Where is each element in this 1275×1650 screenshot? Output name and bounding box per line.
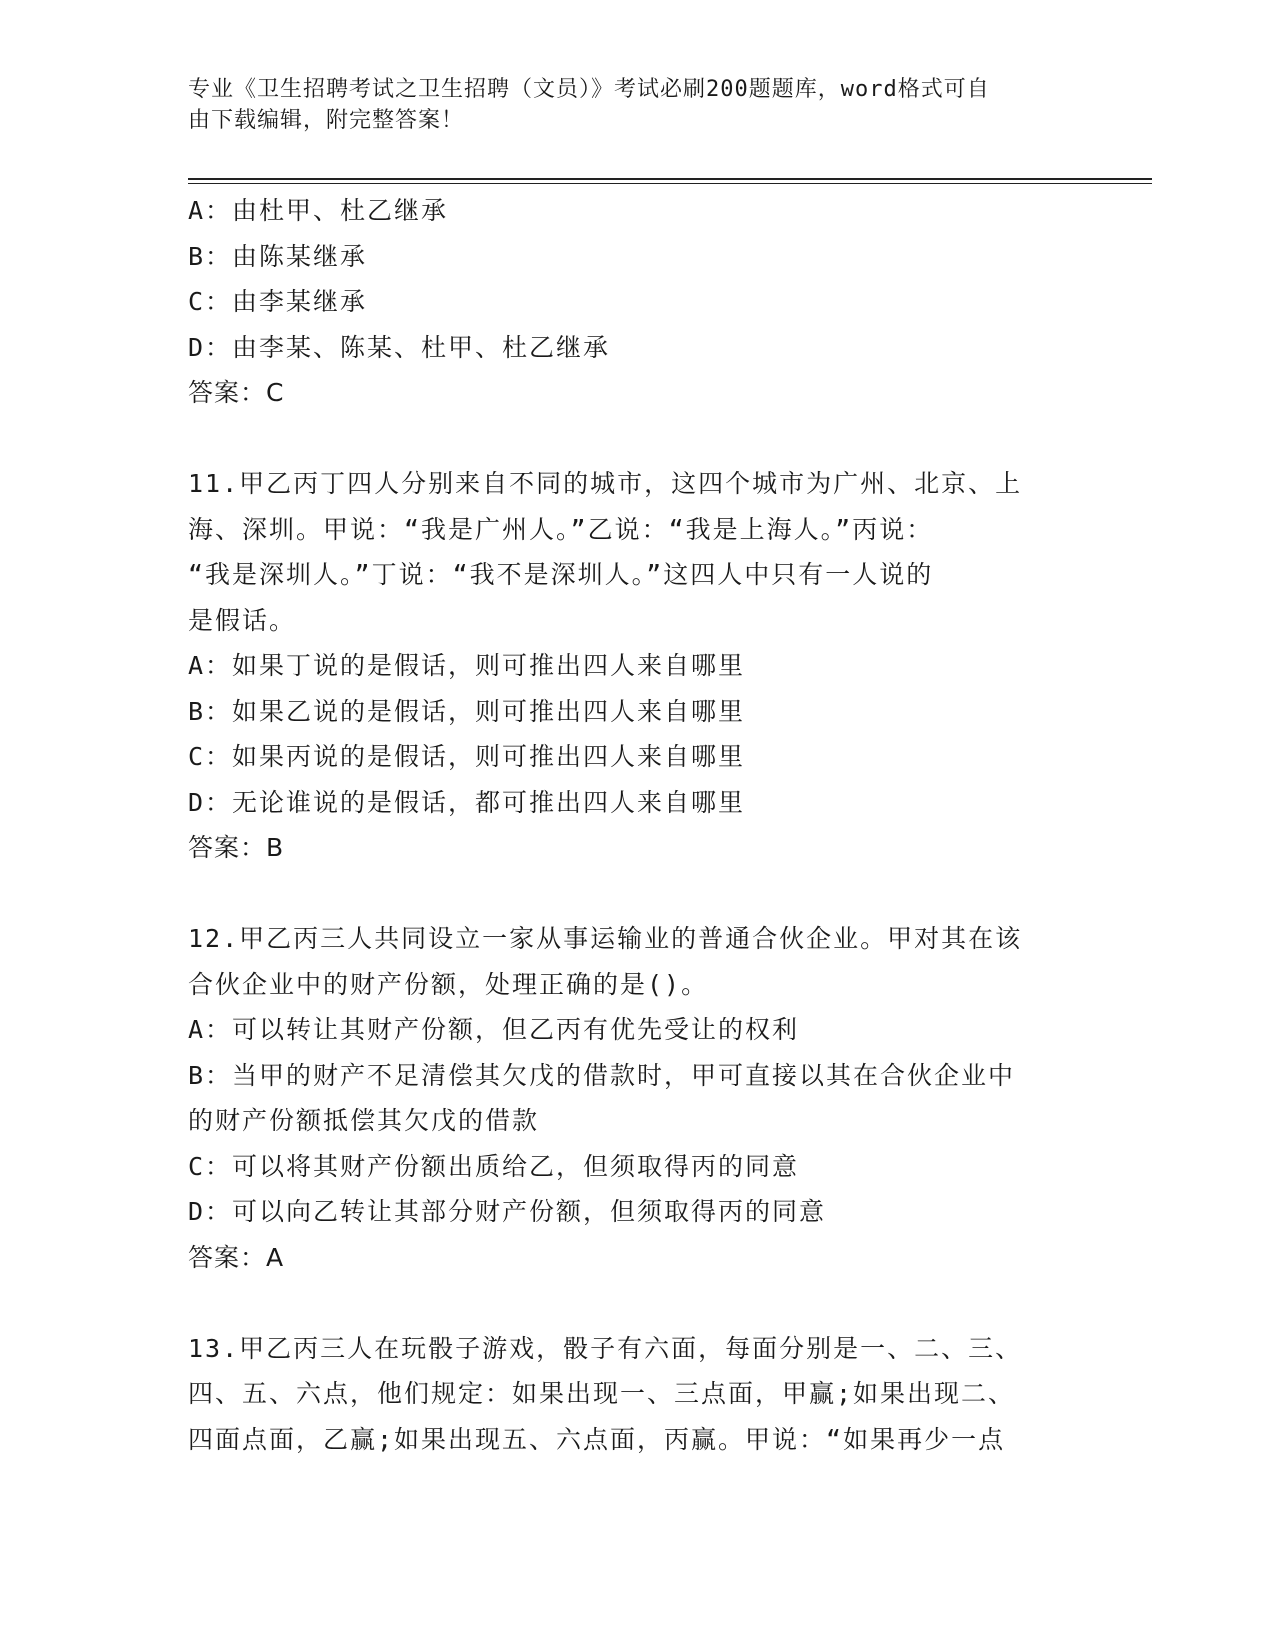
spacer	[188, 1280, 1068, 1326]
question-stem-line: 合伙企业中的财产份额，处理正确的是()。	[188, 969, 709, 999]
question-stem-line: 四面点面，乙赢;如果出现五、六点面，丙赢。甲说：“如果再少一点	[188, 1424, 1006, 1454]
question-stem-line: 海、深圳。甲说：“我是广州人。”乙说：“我是上海人。”丙说：	[188, 514, 934, 544]
option-a: A：可以转让其财产份额，但乙丙有优先受让的权利	[188, 1015, 800, 1044]
option-b: B：如果乙说的是假话，则可推出四人来自哪里	[188, 696, 746, 726]
option-a: A：如果丁说的是假话，则可推出四人来自哪里	[188, 651, 746, 680]
header-rule-thin	[188, 183, 1152, 184]
question-stem-line: 11.甲乙丙丁四人分别来自不同的城市，这四个城市为广州、北京、上	[188, 469, 1023, 498]
option-b: B：当甲的财产不足清偿其欠戊的借款时，甲可直接以其在合伙企业中	[188, 1060, 1016, 1090]
question-11	[188, 461, 1068, 871]
option-c: C：如果丙说的是假话，则可推出四人来自哪里	[188, 742, 746, 771]
option-c: C：可以将其财产份额出质给乙，但须取得丙的同意	[188, 1151, 800, 1181]
option-b: B：由陈某继承	[188, 241, 368, 271]
question-13	[188, 1326, 1068, 1463]
option-a: A：由杜甲、杜乙继承	[188, 196, 449, 225]
document-body	[188, 188, 1068, 1462]
spacer	[188, 871, 1068, 917]
header-rule-thick	[188, 178, 1152, 180]
header-line-1: 专业《卫生招聘考试之卫生招聘（文员）》考试必刷200题题库，word格式可自	[188, 77, 990, 102]
option-d: D：由李某、陈某、杜甲、杜乙继承	[188, 332, 611, 362]
question-stem-line: 是假话。	[188, 605, 297, 635]
question-stem-line: 12.甲乙丙三人共同设立一家从事运输业的普通合伙企业。甲对其在该	[188, 924, 1023, 953]
spacer	[188, 416, 1068, 462]
option-b-continued: 的财产份额抵偿其欠戊的借款	[188, 1106, 540, 1135]
option-d: D：可以向乙转让其部分财产份额，但须取得丙的同意	[188, 1197, 827, 1226]
question-stem-line: “我是深圳人。”丁说：“我不是深圳人。”这四人中只有一人说的	[188, 560, 934, 589]
question-10-tail	[188, 188, 1068, 416]
document-header	[188, 74, 1068, 136]
header-line-2: 由下载编辑，附完整答案！	[188, 108, 465, 133]
answer: 答案：B	[188, 833, 285, 862]
answer: 答案：C	[188, 378, 285, 407]
question-stem-line: 13.甲乙丙三人在玩骰子游戏，骰子有六面，每面分别是一、二、三、	[188, 1333, 1023, 1363]
question-12	[188, 916, 1068, 1280]
question-stem-line: 四、五、六点，他们规定：如果出现一、三点面，甲赢;如果出现二、	[188, 1379, 1016, 1408]
answer: 答案：A	[188, 1242, 285, 1272]
option-c: C：由李某继承	[188, 287, 368, 316]
option-d: D：无论谁说的是假话，都可推出四人来自哪里	[188, 787, 746, 817]
